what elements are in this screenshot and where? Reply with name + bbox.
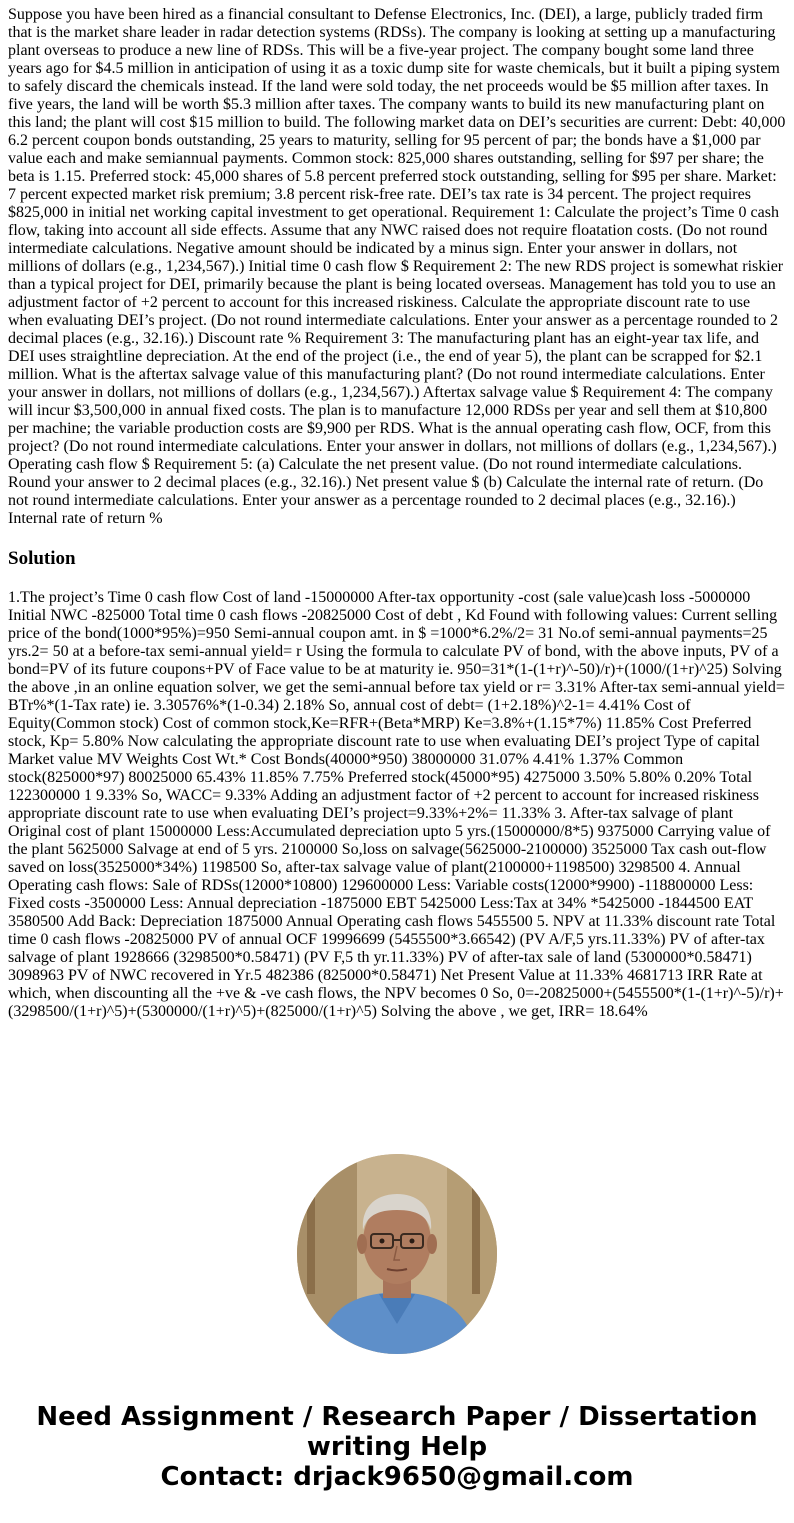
contact-banner (0, 1402, 794, 1492)
solution-heading: Solution (8, 548, 76, 569)
cta-line-3: Contact: drjack9650@gmail.com (160, 1462, 634, 1492)
avatar (297, 1154, 497, 1354)
question-text: Suppose you have been hired as a financial consultant to Defense Electronics, Inc. (DEI), a large, publicly traded firm that is the market share leader in radar detection systems (RDSs). The company is looking at setting up a manufacturing plant overseas to produce a new line of RDSs. This will be a five-year project. The company bought some land three years ago for $4.5 million in anticipation of using it as a toxic dump site for waste chemicals, but it built a piping system to safely discard the chemicals instead. If the land were sold today, the net proceeds would be $5 million after taxes. In five years, the land will be worth $5.3 million after taxes. The company wants to build its new manufacturing plant on this land; the plant will cost $15 million to build. The following market data on DEI’s securities are current: Debt: 40,000 6.2 percent coupon bonds outstanding, 25 years to maturity, selling for 95 percent of par; the bonds have a $1,000 par value each and make semiannual payments. Common stock: 825,000 shares outstanding, selling for $97 per share; the beta is 1.15. Preferred stock: 45,000 shares of 5.8 percent preferred stock outstanding, selling for $95 per share. Market: 7 percent expected market risk premium; 3.8 percent risk-free rate. DEI’s tax rate is 34 percent. The project requires $825,000 in initial net working capital investment to get operational. Requirement 1: Calculate the project’s Time 0 cash flow, taking into account all side effects. Assume that any NWC raised does not require floatation costs. (Do not round intermediate calculations. Negative amount should be indicated by a minus sign. Enter your answer in dollars, not millions of dollars (e.g., 1,234,567).) Initial time 0 cash flow $ Requirement 2: The new RDS project is somewhat riskier than a typical project for DEI, primarily because the plant is being located overseas. Management has told you to use an adjustment factor of +2 percent to account for this increased riskiness. Calculate the appropriate discount rate to use when evaluating DEI’s project. (Do not round intermediate calculations. Enter your answer as a percentage rounded to 2 decimal places (e.g., 32.16).) Discount rate % Requirement 3: The manufacturing plant has an eight-year tax life, and DEI uses straightline depreciation. At the end of the project (i.e., the end of year 5), the plant can be scrapped for $2.1 million. What is the aftertax salvage value of this manufacturing plant? (Do not round intermediate calculations. Enter your answer in dollars, not millions of dollars (e.g., 1,234,567).) Aftertax salvage value $ Requirement 4: The company will incur $3,500,000 in annual fixed costs. The plan is to manufacture 12,000 RDSs per year and sell them at $10,800 per machine; the variable production costs are $9,900 per RDS. What is the annual operating cash flow, OCF, from this project? (Do not round intermediate calculations. Enter your answer in dollars, not millions of dollars (e.g., 1,234,567).) Operating cash flow $ Requirement 5: (a) Calculate the net present value. (Do not round intermediate calculations. Round your answer to 2 decimal places (e.g., 32.16).) Net present value $ (b) Calculate the internal rate of return. (Do not round intermediate calculations. Enter your answer as a percentage rounded to 2 decimal places (e.g., 32.16).) Internal rate of return % (8, 6, 786, 527)
cta-line-1: Need Assignment / Research Paper / Dissertation (36, 1402, 758, 1432)
cta-line-2: writing Help (306, 1432, 488, 1462)
document-body (8, 6, 787, 1021)
avatar-portrait (297, 1154, 497, 1354)
solution-text: 1.The project’s Time 0 cash flow Cost of land -15000000 After-tax opportunity -cost (sale value)cash loss -5000000 Initial NWC -825000 Total time 0 cash flows -20825000 Cost of debt , Kd Found with following values: Current selling price of the bond(1000*95%)=950 Semi-annual coupon amt. in $ =1000*6.2%/2= 31 No.of semi-annual payments=25 yrs.2= 50 at a before-tax semi-annual yield= r Using the formula to calculate PV of bond, with the above inputs, PV of a bond=PV of its future coupons+PV of Face value to be at maturity ie. 950=31*(1-(1+r)^-50)/r)+(1000/(1+r)^25) Solving the above ,in an online equation solver, we get the semi-annual before tax yield or r= 3.31% After-tax semi-annual yield= BTr%*(1-Tax rate) ie. 3.30576%*(1-0.34) 2.18% So, annual cost of debt= (1+2.18%)^2-1= 4.41% Cost of Equity(Common stock) Cost of common stock,Ke=RFR+(Beta*MRP) Ke=3.8%+(1.15*7%) 11.85% Cost Preferred stock, Kp= 5.80% Now calculating the appropriate discount rate to use when evaluating DEI’s project Type of capital Market value MV Weights Cost Wt.* Cost Bonds(40000*950) 38000000 31.07% 4.41% 1.37% Common stock(825000*97) 80025000 65.43% 11.85% 7.75% Preferred stock(45000*95) 4275000 3.50% 5.80% 0.20% Total 122300000 1 9.33% So, WACC= 9.33% Adding an adjustment factor of +2 percent to account for increased riskiness appropriate discount rate to use when evaluating DEI’s project=9.33%+2%= 11.33% 3. After-tax salvage of plant Original cost of plant 15000000 Less:Accumulated depreciation upto 5 yrs.(15000000/8*5) 9375000 Carrying value of the plant 5625000 Salvage at end of 5 yrs. 2100000 So,loss on salvage(5625000-2100000) 3525000 Tax cash out-flow saved on loss(3525000*34%) 1198500 So, after-tax salvage value of plant(2100000+1198500) 3298500 4. Annual Operating cash flows: Sale of RDSs(12000*10800) 129600000 Less: Variable costs(12000*9900) -118800000 Less: Fixed costs -3500000 Less: Annual depreciation -1875000 EBT 5425000 Less:Tax at 34% *5425000 -1844500 EAT 3580500 Add Back: Depreciation 1875000 Annual Operating cash flows 5455500 5. NPV at 11.33% discount rate Total time 0 cash flows -20825000 PV of annual OCF 19996699 (5455500*3.66542) (PV A/F,5 yrs.11.33%) PV of after-tax salvage of plant 1928666 (3298500*0.58471) (PV F,5 th yr.11.33%) PV of after-tax sale of land (5300000*0.58471) 3098963 PV of NWC recovered in Yr.5 482386 (825000*0.58471) Net Present Value at 11.33% 4681713 IRR Rate at which, when discounting all the +ve & -ve cash flows, the NPV becomes 0 So, 0=-20825000+(5455500*(1-(1+r)^-5)/r)+(3298500/(1+r)^5)+(5300000/(1+r)^5)+(825000/(1+r)^5) Solving the above , we get, IRR= 18.64% (8, 589, 785, 1020)
